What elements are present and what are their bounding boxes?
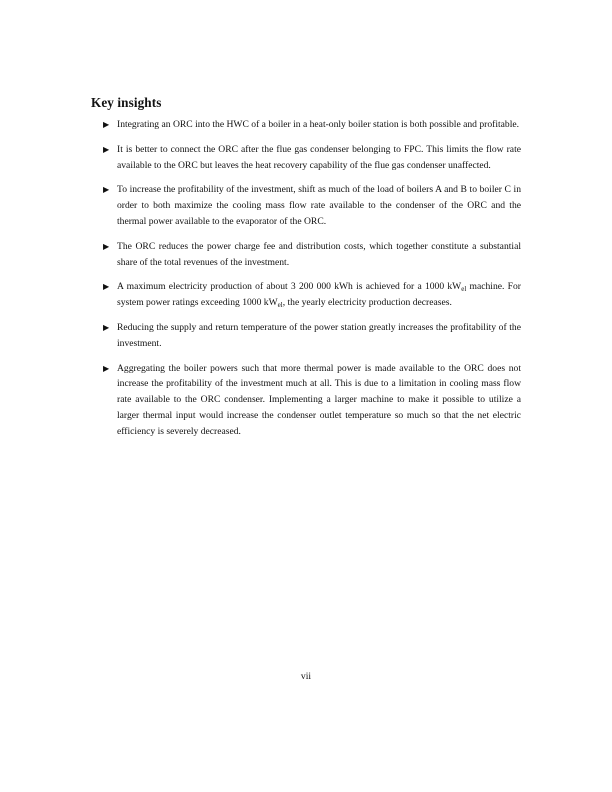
list-item <box>103 117 521 133</box>
list-item-text-part: , the yearly electricity production decreases. <box>282 297 452 309</box>
triangle-bullet-icon: ▶ <box>103 282 110 292</box>
subscript-el: el <box>277 301 283 310</box>
list-item <box>103 182 521 229</box>
list-item-text: Aggregating the boiler powers such that more thermal power is made available to the ORC does not increase the profitability of the investment much at all. This is due to a limitation in cooling mass flow rate available to the ORC condenser. Implementing a larger machine to make it possible to utilize a larger thermal input would increase the condenser outlet temperature so much so that the net electric efficiency is severely decreased. <box>117 362 521 437</box>
list-item-text-part: A maximum electricity production of about 3 200 000 kWh is achieved for a 1000 kW <box>117 281 462 293</box>
triangle-bullet-icon: ▶ <box>103 322 110 332</box>
list-item <box>103 361 521 440</box>
list-item <box>103 320 521 352</box>
triangle-bullet-icon: ▶ <box>103 120 110 129</box>
list-item <box>103 142 521 174</box>
list-item-text <box>117 281 521 308</box>
triangle-bullet-icon: ▶ <box>103 144 110 154</box>
list-item-text-part: machine. For system power ratings exceeding 1000 kW <box>117 281 521 309</box>
list-item-text: The ORC reduces the power charge fee and distribution costs, which together constitute a substantial share of the total revenues of the investment. <box>117 240 521 268</box>
subscript-el: el <box>461 285 467 294</box>
list-item-text: Integrating an ORC into the HWC of a boiler in a heat-only boiler station is both possible and profitable. <box>117 119 520 130</box>
section-heading: Key insights <box>91 95 162 110</box>
list-item-text: Reducing the supply and return temperature of the power station greatly increases the profitability of the investment. <box>117 321 521 349</box>
insights-list <box>103 117 521 449</box>
page-number: vii <box>300 671 312 682</box>
triangle-bullet-icon: ▶ <box>103 185 110 195</box>
list-item-text: It is better to connect the ORC after the flue gas condenser belonging to FPC. This limits the flow rate available to the ORC but leaves the heat recovery capability of the flue gas condenser unaffected. <box>117 143 521 171</box>
triangle-bullet-icon: ▶ <box>103 241 110 251</box>
list-item <box>103 239 521 271</box>
triangle-bullet-icon: ▶ <box>103 363 110 373</box>
list-item <box>103 279 521 311</box>
list-item-text: To increase the profitability of the investment, shift as much of the load of boilers A and B to boiler C in order to both maximize the cooling mass flow rate available to the condenser of the ORC and the thermal power available to the evaporator of the ORC. <box>117 184 521 227</box>
